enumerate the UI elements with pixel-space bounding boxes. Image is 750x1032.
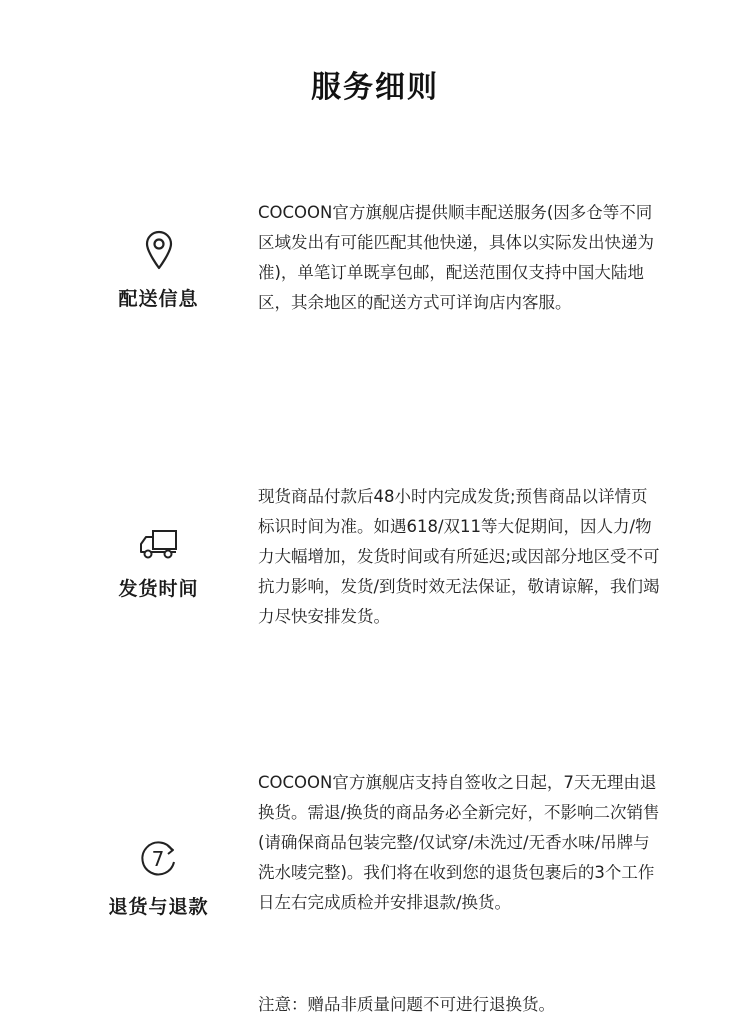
section-description: 现货商品付款后48小时内完成发货;预售商品以详情页标识时间为准。如遇618/双11等大促期间，因人力/物力大幅增加，发货时间或有所延迟;或因部分地区受不可抗力影响，发货/到货时效无法保证，敬请谅解，我们竭力尽快安排发货。 [258,487,660,626]
svg-text:7: 7 [151,847,164,871]
delivery-truck-icon [96,528,221,560]
return-note: 注意：赠品非质量问题不可进行退换货。 [258,995,555,1014]
shipping-time-header [96,528,221,601]
section-description: COCOON官方旗舰店支持自签收之日起，7天无理由退换货。需退/换货的商品务必全新完好，不影响二次销售 (请确保商品包装完整/仅试穿/未洗过/无香水味/吊牌与洗水唛完整)。我们将在收到您的退货包裹后的3个工作日左右完成质检并安排退款/换货。 [258,773,677,912]
seven-day-return-icon [96,838,221,878]
section-label: 发货时间 [118,578,199,600]
location-pin-icon [96,230,221,270]
section-label: 配送信息 [118,288,199,310]
page-title: 服务细则 [311,70,439,105]
section-description: COCOON官方旗舰店提供顺丰配送服务(因多仓等不同区域发出有可能匹配其他快递，具体以实际发出快递为准)，单笔订单既享包邮，配送范围仅支持中国大陆地区，其余地区的配送方式可详询店内客服。 [258,203,654,312]
section-label: 退货与退款 [108,896,209,918]
returns-refunds-header [96,838,221,919]
delivery-info-header [96,230,221,311]
